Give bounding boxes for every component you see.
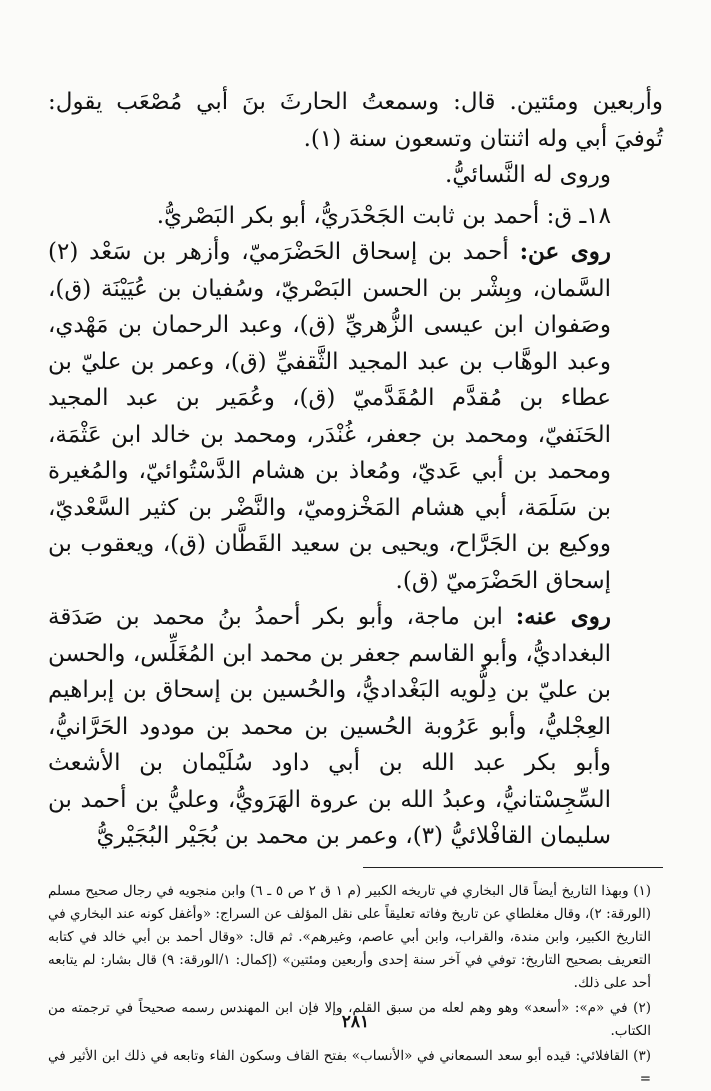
narrated-by-lead: روى عنه: <box>515 603 611 630</box>
footnote-1: (١) وبهذا التاريخ أيضاً قال البخاري في تاريخه الكبير (م ١ ق ٢ ص ٥ ـ ٦) وابن منجويه في رجال صحيح مسلم (الورقة: ٢)، وقال مغلطاي عن تاريخ وفاته تعليقاً على نقل المؤلف عن السراج: «وأغفل كونه عند البخاري في التاريخ الكبير، وابن مندة، والقراب، وابن أبي عاصم، وغيرهم». ثم قال: «وقال أحمد بن أبي خالد في كتابه التعريف بصحيح التاريخ: توفي في آخر سنة إحدى وأربعين ومئتين» (إكمال: ١/الورقة: ٩) قال بشار: لم يتابعه أحد على ذلك. <box>48 882 652 991</box>
main-text <box>48 84 663 855</box>
footnotes <box>48 880 663 1091</box>
narrated-from-lead: روى عن: <box>519 238 611 265</box>
narrated-by-text: ابن ماجة، وأبو بكر أحمدُ بنُ محمد بن صَدَقة البغداديُّ، وأبو القاسم جعفر بن محمد ابن المُغَلِّس، والحسن بن عليّ بن دِلُّويه البَغْداديُّ، والحُسين بن إسحاق بن إبراهيم العِجْليُّ، وأبو عَرُوبة الحُسين بن محمد بن مودود الحَرَّانيُّ، وأبو بكر عبد الله بن أبي داود سُلَيْمان بن الأشعث السِّجِسْتانيُّ، وعبدُ الله بن عروة الهَرَويُّ، وعليُّ بن أحمد بن سليمان القافْلائيُّ (٣)، وعمر بن محمد بن بُجَيْر البُجَيْريُّ <box>48 604 611 849</box>
footnote-divider <box>363 867 663 868</box>
narrated-from-section <box>48 234 663 599</box>
entry-heading: ١٨ـ ق: أحمد بن ثابت الجَحْدَريُّ، أبو بكر البَصْريُّ. <box>156 202 611 229</box>
paragraph-nasai: وروى له النَّسائيُّ. <box>444 162 611 188</box>
paragraph-death: وأربعين ومئتين. قال: وسمعتُ الحارثَ بنَ أبي مُصْعَب يقول: تُوفيَ أبي وله اثنتان وتسعون سنة (١). <box>48 89 663 152</box>
narrated-from-text: أحمد بن إسحاق الحَضْرَميّ، وأزهر بن سَعْد (٢) السَّمان، وبِشْر بن الحسن البَصْريّ، وسُفيان بن عُيَيْنَة (ق)، وصَفوان ابن عيسى الزُّهريِّ (ق)، وعبد الرحمان بن مَهْدي، وعبد الوهَّاب بن عبد المجيد الثَّقفيِّ (ق)، وعمر بن عليّ بن عطاء بن مُقدَّم المُقَدَّميّ (ق)، وعُمَير بن عبد المجيد الحَنَفيّ، ومحمد بن جعفر، غُنْدَر، ومحمد بن خالد ابن عَثْمَة، ومحمد بن أبي عَديّ، ومُعاذ بن هشام الدَّسْتُوائيّ، والمُغيرة بن سَلَمَة، أبي هشام المَخْزوميّ، والنَّضْر بن كثير السَّعْديّ، ووكيع بن الجَرَّاح، ويحيى بن سعيد القَطَّان (ق)، ويعقوب بن إسحاق الحَضْرَميّ (ق). <box>48 239 611 594</box>
narrated-by-section <box>48 599 663 855</box>
footnote-3: (٣) القافلائي: قيده أبو سعد السمعاني في «الأنساب» بفتح القاف وسكون الفاء وتابعه في ذلك ابن الأثير في = <box>48 1047 651 1087</box>
footnote-2: (٢) في «م»: «أسعد» وهو وهم لعله من سبق القلم، وإلا فإن ابن المهندس رسمه صحيحاً في ترجمته من الكتاب. <box>48 999 651 1039</box>
page-number: ٢٨١ <box>341 1012 370 1032</box>
